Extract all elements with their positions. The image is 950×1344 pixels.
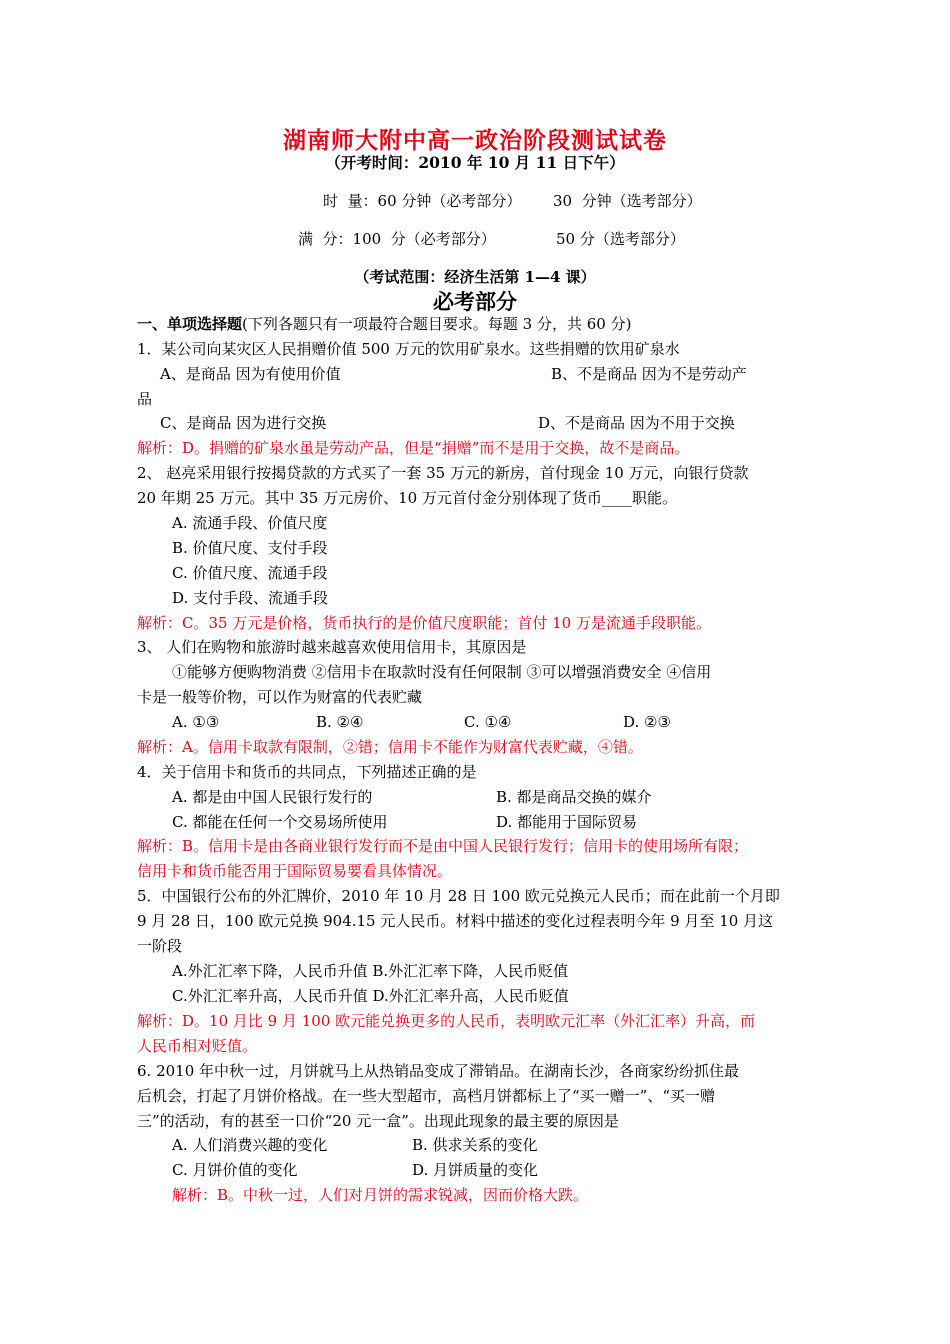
q5-analysis-2: 人民币相对贬值。 xyxy=(137,1037,258,1055)
q1-option-a: A、是商品 因为有使用价值 xyxy=(160,365,341,383)
q6-option-d: D. 月饼质量的变化 xyxy=(412,1161,539,1179)
q5-options-ab: A.外汇汇率下降，人民币升值 B.外汇汇率下降，人民币贬值 xyxy=(172,962,569,980)
q2-stem-2: 20 年期 25 万元。其中 35 万元房价、10 万元首付金分别体现了货币____职能。 xyxy=(137,489,677,507)
q6-stem-2: 后机会，打起了月饼价格战。在一些大型超市，高档月饼都标上了“买一赠一”、“买一赠 xyxy=(137,1087,716,1105)
score-optional: 50 分（选考部分） xyxy=(556,230,685,248)
q4-option-c: C. 都能在任何一个交易场所使用 xyxy=(172,813,388,831)
section-title: 必考部分 xyxy=(433,289,517,314)
q5-options-cd: C.外汇汇率升高，人民币升值 D.外汇汇率升高，人民币贬值 xyxy=(172,987,569,1005)
exam-time: （开考时间：2010 年 10 月 11 日下午） xyxy=(325,153,625,172)
q2-option-d: D. 支付手段、流通手段 xyxy=(172,589,329,607)
q4-analysis-2: 信用卡和货币能否用于国际贸易要看具体情况。 xyxy=(137,862,453,880)
q1-option-c: C、是商品 因为进行交换 xyxy=(160,414,327,432)
duration-required: 时 量：60 分钟（必考部分） xyxy=(323,192,522,210)
q6-stem-1: 6. 2010 年中秋一过，月饼就马上从热销品变成了滞销品。在湖南长沙，各商家纷纷抓住最 xyxy=(137,1062,740,1080)
q4-stem: 4．关于信用卡和货币的共同点，下列描述正确的是 xyxy=(137,763,477,781)
q4-option-a: A. 都是由中国人民银行发行的 xyxy=(172,788,373,806)
q2-analysis: 解析：C。35 万元是价格，货币执行的是价值尺度职能；首付 10 万是流通手段职能。 xyxy=(137,614,711,632)
q3-stem: 3、 人们在购物和旅游时越来越喜欢使用信用卡，其原因是 xyxy=(137,638,527,656)
q1-option-b-cont: 品 xyxy=(137,390,153,408)
q5-analysis-1: 解析：D。10 月比 9 月 100 欧元能兑换更多的人民币，表明欧元汇率（外汇汇率）升高，而 xyxy=(137,1012,756,1030)
q6-analysis: 解析：B。中秋一过，人们对月饼的需求锐减，因而价格大跌。 xyxy=(172,1186,589,1204)
q3-option-a: A. ①③ xyxy=(172,713,220,731)
q2-option-a: A. 流通手段、价值尺度 xyxy=(172,514,328,532)
q1-stem: 1．某公司向某灾区人民捐赠价值 500 万元的饮用矿泉水。这些捐赠的饮用矿泉水 xyxy=(137,340,680,358)
page-title: 湖南师大附中高一政治阶段测试试卷 xyxy=(283,127,667,154)
q6-option-a: A. 人们消费兴趣的变化 xyxy=(172,1136,328,1154)
q2-option-c: C. 价值尺度、流通手段 xyxy=(172,564,328,582)
q5-stem-1: 5．中国银行公布的外汇牌价，2010 年 10 月 28 日 100 欧元兑换元人民币；而在此前一个月即 xyxy=(137,887,780,905)
q3-option-b: B. ②④ xyxy=(316,713,364,731)
duration-optional: 30 分钟（选考部分） xyxy=(553,192,702,210)
q6-stem-3: 三”的活动，有的甚至一口价“20 元一盒”。出现此现象的最主要的原因是 xyxy=(137,1112,619,1130)
q1-option-b: B、不是商品 因为不是劳动产 xyxy=(551,365,747,383)
score-required: 满 分：100 分（必考部分） xyxy=(298,230,496,248)
q4-option-b: B. 都是商品交换的媒介 xyxy=(496,788,652,806)
q4-analysis-1: 解析：B。信用卡是由各商业银行发行而不是由中国人民银行发行；信用卡的使用场所有限； xyxy=(137,837,749,855)
part-heading xyxy=(137,314,631,334)
q1-analysis: 解析：D。捐赠的矿泉水虽是劳动产品，但是“捐赠”而不是用于交换，故不是商品。 xyxy=(137,439,690,457)
q5-stem-3: 一阶段 xyxy=(137,937,183,955)
q3-option-c: C. ①④ xyxy=(464,713,512,731)
q2-stem-1: 2、 赵亮采用银行按揭贷款的方式买了一套 35 万元的新房，首付现金 10 万元，向银行贷款 xyxy=(137,464,749,482)
q6-option-c: C. 月饼价值的变化 xyxy=(172,1161,298,1179)
part-heading-bold: 一、单项选择题 xyxy=(137,315,243,333)
q1-option-d: D、不是商品 因为不用于交换 xyxy=(538,414,735,432)
q3-analysis: 解析：A。信用卡取款有限制，②错；信用卡不能作为财富代表贮藏，④错。 xyxy=(137,738,643,756)
q4-option-d: D. 都能用于国际贸易 xyxy=(496,813,638,831)
q3-option-d: D. ②③ xyxy=(623,713,671,731)
q6-option-b: B. 供求关系的变化 xyxy=(412,1136,538,1154)
exam-scope: （考试范围：经济生活第 1—4 课） xyxy=(354,268,596,286)
q3-items-2: 卡是一般等价物，可以作为财富的代表贮藏 xyxy=(137,688,423,706)
q5-stem-2: 9 月 28 日，100 欧元兑换 904.15 元人民币。材料中描述的变化过程表明今年 9 月至 10 月这 xyxy=(137,912,774,930)
q2-option-b: B. 价值尺度、支付手段 xyxy=(172,539,328,557)
q3-items-1: ①能够方便购物消费 ②信用卡在取款时没有任何限制 ③可以增强消费安全 ④信用 xyxy=(172,663,712,681)
part-heading-rest: (下列各题只有一项最符合题目要求。每题 3 分，共 60 分) xyxy=(242,315,632,333)
